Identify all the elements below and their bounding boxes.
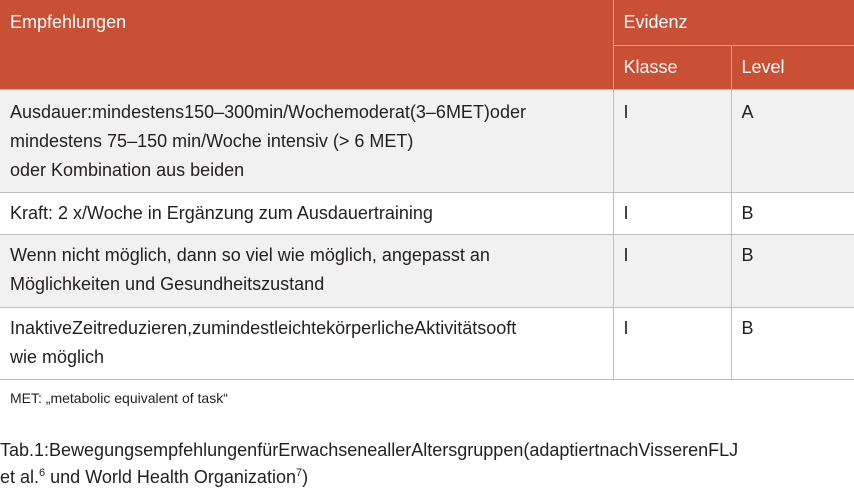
recommendation-text: Kraft: 2 x/Woche in Ergänzung zum Ausdauertraining	[0, 192, 613, 234]
table-footnote: MET: „metabolic equivalent of task“	[10, 390, 228, 406]
recommendation-text: Ausdauer:mindestens150–300min/Wochemoderat(3–6MET)oder mindestens 75–150 min/Woche intensiv (> 6 MET) oder Kombination aus beiden	[0, 89, 613, 192]
table-caption	[0, 437, 854, 491]
citation-6: 6	[39, 467, 46, 479]
header-class: Klasse	[613, 45, 731, 89]
evidence-class: I	[613, 192, 731, 234]
header-row-1	[0, 0, 854, 45]
caption-text-continued: und World Health Organization	[45, 467, 296, 487]
evidence-level: A	[731, 89, 854, 192]
caption-text: Tab.1:BewegungsempfehlungenfürErwachseneallerAltersgruppen(adaptiertnachVisserenFLJ et al.	[0, 440, 739, 487]
table-row	[0, 234, 854, 307]
header-recommendations: Empfehlungen	[0, 0, 613, 89]
evidence-class: I	[613, 234, 731, 307]
header-evidence: Evidenz	[613, 0, 854, 45]
recommendation-text: Wenn nicht möglich, dann so viel wie möglich, angepasst an Möglichkeiten und Gesundheitszustand	[0, 234, 613, 307]
table-row	[0, 307, 854, 379]
table-row	[0, 192, 854, 234]
evidence-class: I	[613, 307, 731, 379]
header-level: Level	[731, 45, 854, 89]
recommendation-text: InaktiveZeitreduzieren,zumindestleichtekörperlicheAktivitätsooft wie möglich	[0, 307, 613, 379]
table-row	[0, 89, 854, 192]
caption-text-end: )	[302, 467, 309, 487]
evidence-level: B	[731, 192, 854, 234]
evidence-level: B	[731, 307, 854, 379]
evidence-level: B	[731, 234, 854, 307]
citation-7: 7	[295, 467, 303, 479]
evidence-class: I	[613, 89, 731, 192]
